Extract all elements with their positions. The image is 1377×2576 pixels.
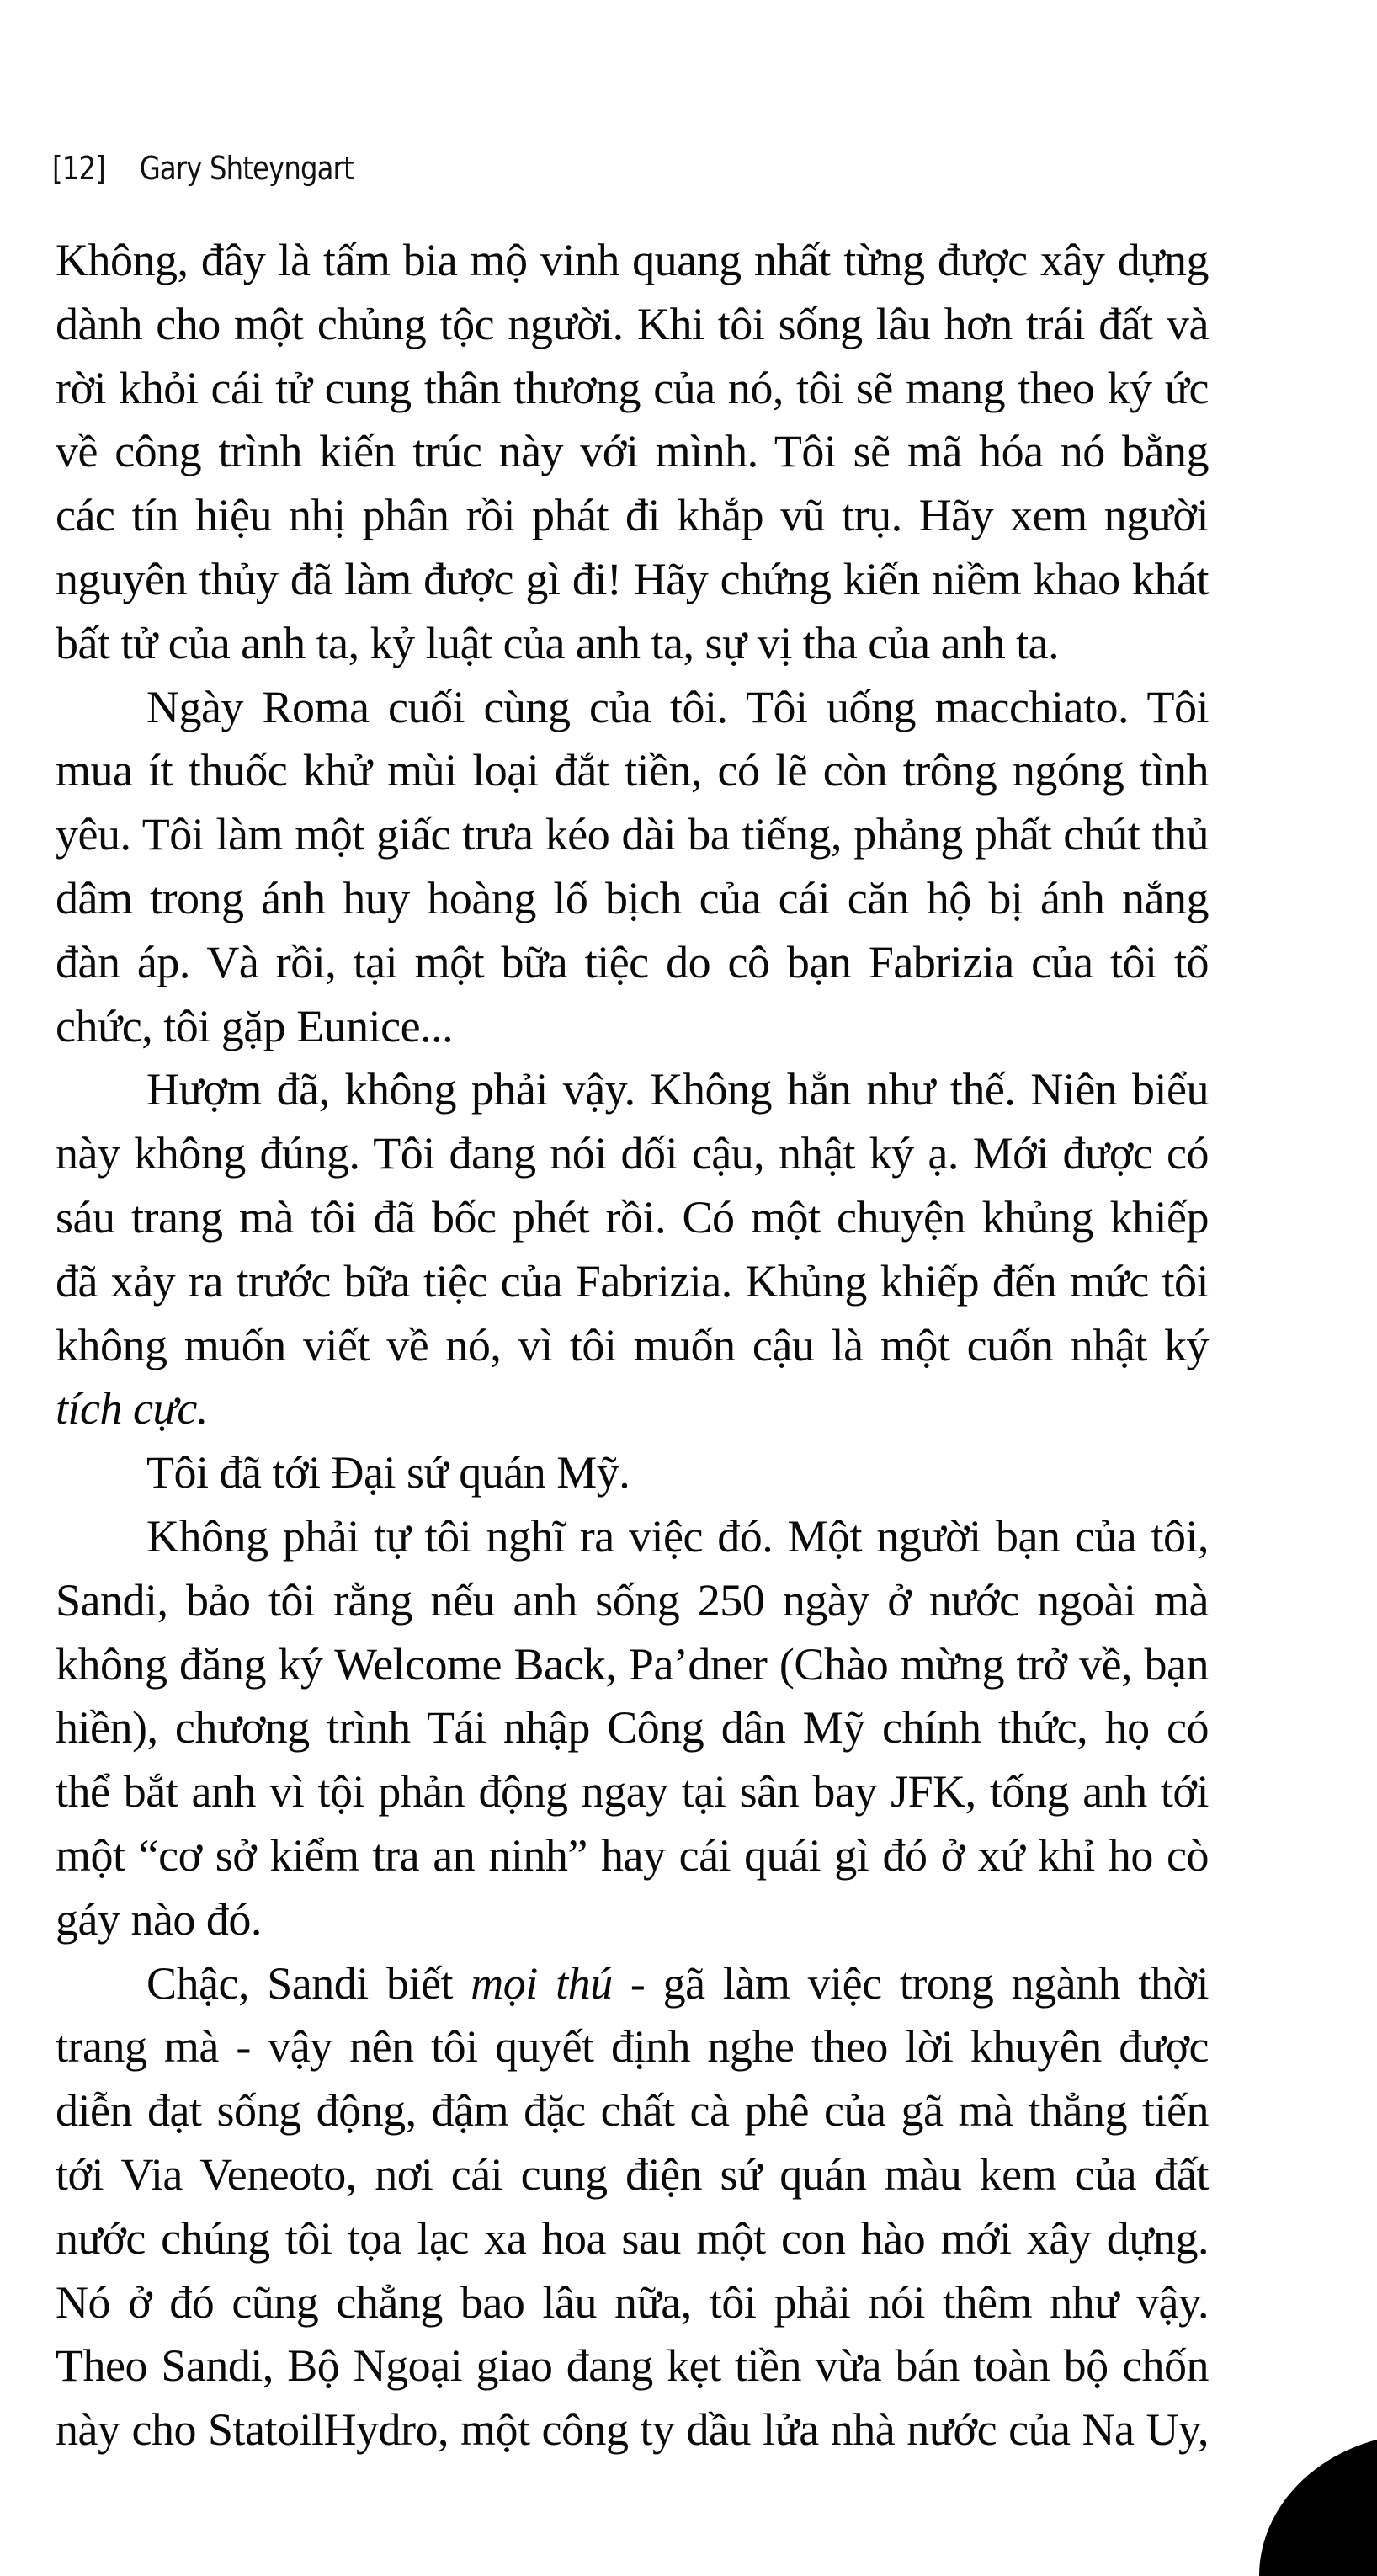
text-segment: - gã làm việc trong ngành thời [612, 1957, 1209, 2009]
scan-shadow [1259, 2433, 1377, 2576]
paragraph [56, 1058, 1209, 1441]
text-line: mua ít thuốc khử mùi loại đắt tiền, có lẽ còn trông ngóng tình [56, 745, 1209, 796]
text-line: dành cho một chủng tộc người. Khi tôi sống lâu hơn trái đất và [56, 298, 1209, 349]
text-line: không đăng ký Welcome Back, Pa’dner (Chào mừng trở về, bạn [56, 1638, 1209, 1690]
text-line: không muốn viết về nó, vì tôi muốn cậu là một cuốn nhật ký [56, 1319, 1209, 1370]
paragraph [56, 1952, 1209, 2462]
text-line: một “cơ sở kiểm tra an ninh” hay cái quái gì đó ở xứ khỉ ho cò [56, 1829, 1209, 1881]
page-number: [12] [52, 150, 105, 187]
text-line: Không phải tự tôi nghĩ ra việc đó. Một người bạn của tôi, [146, 1510, 1209, 1562]
text-line: về công trình kiến trúc này với mình. Tôi sẽ mã hóa nó bằng [56, 426, 1209, 477]
text-line [56, 1952, 1209, 2016]
italic-text: tích cực. [56, 1383, 208, 1434]
text-line: chức, tôi gặp Eunice... [56, 1000, 454, 1051]
text-line: nước chúng tôi tọa lạc xa hoa sau một con hào mới xây dựng. [56, 2212, 1209, 2264]
text-line: Hượm đã, không phải vậy. Không hẳn như thế. Niên biểu [146, 1064, 1209, 1115]
text-line: sáu trang mà tôi đã bốc phét rồi. Có một chuyện khủng khiếp [56, 1191, 1209, 1243]
author-name: Gary Shteyngart [139, 150, 354, 187]
text-line: trang mà - vậy nên tôi quyết định nghe theo lời khuyên được [56, 2021, 1209, 2073]
paragraph [56, 1441, 1209, 1505]
text-line: Ngày Roma cuối cùng của tôi. Tôi uống macchiato. Tôi [146, 681, 1209, 732]
text-segment: Chậc, Sandi biết [146, 1957, 471, 2009]
text-line: gáy nào đó. [56, 1893, 262, 1945]
text-line: Nó ở đó cũng chẳng bao lâu nữa, tôi phải nói thêm như vậy. [56, 2276, 1209, 2328]
body-text [56, 229, 1209, 2462]
text-line: tới Via Veneoto, nơi cái cung điện sứ quán màu kem của đất [56, 2148, 1209, 2200]
text-line [56, 1377, 1209, 1441]
text-line: này cho StatoilHydro, một công ty dầu lửa nhà nước của Na Uy, [56, 2404, 1209, 2456]
text-line: Không, đây là tấm bia mộ vinh quang nhất từng được xây dựng [56, 235, 1209, 285]
text-line: này không đúng. Tôi đang nói dối cậu, nhật ký ạ. Mới được có [56, 1128, 1209, 1179]
text-line: bất tử của anh ta, kỷ luật của anh ta, sự vị tha của anh ta. [56, 617, 1060, 668]
text-line: nguyên thủy đã làm được gì đi! Hãy chứng kiến niềm khao khát [56, 553, 1209, 604]
italic-text: mọi thú [471, 1957, 613, 2009]
text-line: dâm trong ánh huy hoàng lố bịch của cái căn hộ bị ánh nắng [56, 872, 1209, 923]
text-line: thể bắt anh vì tội phản động ngay tại sân bay JFK, tống anh tới [56, 1766, 1209, 1818]
text-line: yêu. Tôi làm một giấc trưa kéo dài ba tiếng, phảng phất chút thủ [56, 809, 1209, 860]
text-line: hiền), chương trình Tái nhập Công dân Mỹ chính thức, họ có [56, 1702, 1209, 1754]
text-line: Tôi đã tới Đại sứ quán Mỹ. [146, 1447, 630, 1498]
paragraph [56, 229, 1209, 676]
paragraph [56, 1505, 1209, 1952]
text-line: đàn áp. Và rồi, tại một bữa tiệc do cô bạn Fabrizia của tôi tổ [56, 936, 1209, 987]
text-line: diễn đạt sống động, đậm đặc chất cà phê của gã mà thẳng tiến [56, 2085, 1209, 2137]
running-header [52, 150, 354, 187]
text-line: Theo Sandi, Bộ Ngoại giao đang kẹt tiền vừa bán toàn bộ chốn [56, 2340, 1209, 2392]
paragraph [56, 676, 1209, 1059]
text-line: các tín hiệu nhị phân rồi phát đi khắp vũ trụ. Hãy xem người [56, 490, 1209, 541]
text-line: rời khỏi cái tử cung thân thương của nó, tôi sẽ mang theo ký ức [56, 362, 1209, 413]
text-line: Sandi, bảo tôi rằng nếu anh sống 250 ngày ở nước ngoài mà [56, 1574, 1209, 1626]
text-line: đã xảy ra trước bữa tiệc của Fabrizia. Khủng khiếp đến mức tôi [56, 1255, 1209, 1307]
